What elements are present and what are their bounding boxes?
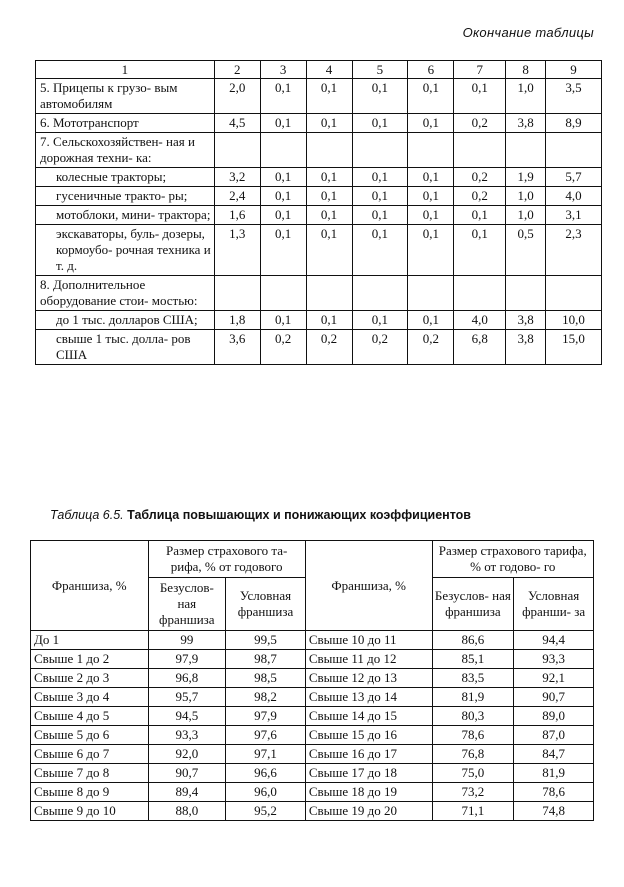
franchise-row (31, 726, 594, 745)
conditional-value: 89,0 (514, 707, 594, 726)
value-cell: 2,0 (214, 79, 260, 114)
value-cell: 0,1 (352, 168, 408, 187)
value-cell: 3,8 (506, 330, 546, 365)
row-label: свыше 1 тыс. долла- ров США (36, 330, 215, 365)
conditional-col-header: Условная франшиза (226, 578, 306, 631)
row-label: гусеничные тракто- ры; (36, 187, 215, 206)
franchise-row (31, 688, 594, 707)
value-cell (306, 276, 352, 311)
table-caption-title: Таблица повышающих и понижающих коэффициентов (127, 508, 471, 522)
value-cell: 0,1 (408, 225, 454, 276)
tariff-col-header: Размер страхового та- рифа, % от годового (148, 541, 305, 578)
unconditional-value: 83,5 (432, 669, 514, 688)
value-cell: 0,2 (352, 330, 408, 365)
value-cell: 0,1 (260, 79, 306, 114)
value-cell: 0,1 (408, 168, 454, 187)
franchise-range: До 1 (31, 631, 149, 650)
value-cell: 0,2 (454, 114, 506, 133)
value-cell: 3,1 (546, 206, 602, 225)
table-caption (50, 508, 471, 522)
value-cell: 2,4 (214, 187, 260, 206)
value-cell: 0,1 (454, 225, 506, 276)
value-cell: 0,1 (352, 225, 408, 276)
value-cell: 0,1 (260, 187, 306, 206)
value-cell: 3,8 (506, 311, 546, 330)
value-cell (352, 133, 408, 168)
franchise-range: Свыше 8 до 9 (31, 783, 149, 802)
franchise-range: Свыше 15 до 16 (305, 726, 432, 745)
conditional-value: 98,5 (226, 669, 306, 688)
value-cell: 0,2 (260, 330, 306, 365)
franchise-row (31, 802, 594, 821)
value-cell (306, 133, 352, 168)
value-cell: 0,1 (408, 311, 454, 330)
value-cell: 0,1 (306, 187, 352, 206)
conditional-value: 74,8 (514, 802, 594, 821)
conditional-value: 93,3 (514, 650, 594, 669)
value-cell: 1,0 (506, 79, 546, 114)
top-table-row (36, 225, 602, 276)
top-header-cell: 5 (352, 61, 408, 79)
unconditional-value: 85,1 (432, 650, 514, 669)
value-cell: 0,1 (454, 79, 506, 114)
conditional-value: 98,7 (226, 650, 306, 669)
top-table-row (36, 79, 602, 114)
value-cell: 0,1 (352, 206, 408, 225)
franchise-range: Свыше 10 до 11 (305, 631, 432, 650)
value-cell: 1,3 (214, 225, 260, 276)
value-cell: 0,1 (260, 114, 306, 133)
franchise-range: Свыше 18 до 19 (305, 783, 432, 802)
unconditional-value: 89,4 (148, 783, 226, 802)
value-cell: 0,1 (408, 187, 454, 206)
franchise-range: Свыше 11 до 12 (305, 650, 432, 669)
row-label: 7. Сельскохозяйствен- ная и дорожная техни- ка: (36, 133, 215, 168)
value-cell: 0,1 (306, 311, 352, 330)
franchise-col-header-right: Франшиза, % (305, 541, 432, 631)
table-caption-number: Таблица 6.5. (50, 508, 124, 522)
row-label: 8. Дополнительное оборудование стои- мостью: (36, 276, 215, 311)
value-cell: 10,0 (546, 311, 602, 330)
unconditional-col-header: Безуслов- ная франшиза (148, 578, 226, 631)
unconditional-value: 76,8 (432, 745, 514, 764)
continuation-label: Окончание таблицы (462, 25, 594, 40)
value-cell: 0,1 (352, 311, 408, 330)
value-cell: 0,1 (408, 206, 454, 225)
top-header-cell: 1 (36, 61, 215, 79)
conditional-value: 81,9 (514, 764, 594, 783)
row-label: до 1 тыс. долларов США; (36, 311, 215, 330)
conditional-value: 84,7 (514, 745, 594, 764)
franchise-range: Свыше 6 до 7 (31, 745, 149, 764)
conditional-value: 97,9 (226, 707, 306, 726)
top-table-header-row (36, 61, 602, 79)
unconditional-value: 93,3 (148, 726, 226, 745)
value-cell: 6,8 (454, 330, 506, 365)
unconditional-value: 81,9 (432, 688, 514, 707)
value-cell (214, 133, 260, 168)
row-label: экскаваторы, буль- дозеры, кормоубо- рочная техника и т. д. (36, 225, 215, 276)
franchise-range: Свыше 4 до 5 (31, 707, 149, 726)
value-cell (546, 133, 602, 168)
value-cell: 2,3 (546, 225, 602, 276)
unconditional-value: 73,2 (432, 783, 514, 802)
value-cell (454, 276, 506, 311)
top-table-row (36, 330, 602, 365)
value-cell (408, 276, 454, 311)
top-table-row (36, 114, 602, 133)
unconditional-value: 71,1 (432, 802, 514, 821)
franchise-row (31, 650, 594, 669)
value-cell: 0,2 (408, 330, 454, 365)
franchise-col-header: Франшиза, % (31, 541, 149, 631)
value-cell (352, 276, 408, 311)
top-header-cell: 8 (506, 61, 546, 79)
row-label: 5. Прицепы к грузо- вым автомобилям (36, 79, 215, 114)
value-cell (260, 276, 306, 311)
conditional-value: 94,4 (514, 631, 594, 650)
conditional-value: 90,7 (514, 688, 594, 707)
row-label: колесные тракторы; (36, 168, 215, 187)
franchise-row (31, 669, 594, 688)
unconditional-value: 96,8 (148, 669, 226, 688)
top-table-row (36, 206, 602, 225)
value-cell: 0,1 (352, 187, 408, 206)
unconditional-value: 99 (148, 631, 226, 650)
value-cell: 0,1 (352, 114, 408, 133)
value-cell (506, 133, 546, 168)
top-table-row (36, 187, 602, 206)
value-cell (260, 133, 306, 168)
conditional-value: 92,1 (514, 669, 594, 688)
unconditional-value: 94,5 (148, 707, 226, 726)
unconditional-col-header-right: Безуслов- ная франшиза (432, 578, 514, 631)
coefficients-table-top (35, 60, 602, 365)
conditional-value: 99,5 (226, 631, 306, 650)
value-cell: 0,1 (352, 79, 408, 114)
unconditional-value: 75,0 (432, 764, 514, 783)
unconditional-value: 97,9 (148, 650, 226, 669)
value-cell (546, 276, 602, 311)
value-cell: 0,1 (260, 225, 306, 276)
value-cell: 1,6 (214, 206, 260, 225)
value-cell: 4,0 (546, 187, 602, 206)
franchise-range: Свыше 17 до 18 (305, 764, 432, 783)
top-header-cell: 2 (214, 61, 260, 79)
franchise-range: Свыше 1 до 2 (31, 650, 149, 669)
value-cell: 0,1 (306, 114, 352, 133)
value-cell: 0,5 (506, 225, 546, 276)
value-cell: 0,1 (260, 311, 306, 330)
unconditional-value: 86,6 (432, 631, 514, 650)
top-table-row (36, 276, 602, 311)
value-cell: 3,8 (506, 114, 546, 133)
value-cell: 4,5 (214, 114, 260, 133)
value-cell: 0,1 (454, 206, 506, 225)
conditional-value: 96,0 (226, 783, 306, 802)
franchise-range: Свыше 3 до 4 (31, 688, 149, 707)
top-table-row (36, 133, 602, 168)
franchise-row (31, 631, 594, 650)
value-cell: 0,2 (454, 187, 506, 206)
unconditional-value: 95,7 (148, 688, 226, 707)
conditional-value: 98,2 (226, 688, 306, 707)
top-header-cell: 9 (546, 61, 602, 79)
franchise-range: Свыше 19 до 20 (305, 802, 432, 821)
conditional-value: 96,6 (226, 764, 306, 783)
franchise-range: Свыше 5 до 6 (31, 726, 149, 745)
value-cell: 1,0 (506, 206, 546, 225)
value-cell (408, 133, 454, 168)
value-cell: 0,1 (408, 79, 454, 114)
top-header-cell: 3 (260, 61, 306, 79)
franchise-row (31, 745, 594, 764)
unconditional-value: 80,3 (432, 707, 514, 726)
value-cell (506, 276, 546, 311)
conditional-col-header-right: Условная франши- за (514, 578, 594, 631)
unconditional-value: 78,6 (432, 726, 514, 745)
row-label: мотоблоки, мини- трактора; (36, 206, 215, 225)
franchise-range: Свыше 13 до 14 (305, 688, 432, 707)
top-table-row (36, 311, 602, 330)
conditional-value: 87,0 (514, 726, 594, 745)
value-cell: 4,0 (454, 311, 506, 330)
franchise-range: Свыше 12 до 13 (305, 669, 432, 688)
unconditional-value: 88,0 (148, 802, 226, 821)
franchise-header-row (31, 541, 594, 578)
conditional-value: 97,1 (226, 745, 306, 764)
unconditional-value: 90,7 (148, 764, 226, 783)
value-cell: 0,2 (454, 168, 506, 187)
value-cell: 15,0 (546, 330, 602, 365)
franchise-row (31, 783, 594, 802)
franchise-range: Свыше 16 до 17 (305, 745, 432, 764)
value-cell: 1,0 (506, 187, 546, 206)
row-label: 6. Мототранспорт (36, 114, 215, 133)
franchise-row (31, 764, 594, 783)
value-cell: 0,1 (260, 168, 306, 187)
top-table-row (36, 168, 602, 187)
conditional-value: 97,6 (226, 726, 306, 745)
top-header-cell: 6 (408, 61, 454, 79)
value-cell: 0,1 (306, 206, 352, 225)
value-cell: 0,1 (408, 114, 454, 133)
value-cell (214, 276, 260, 311)
value-cell: 1,8 (214, 311, 260, 330)
value-cell: 8,9 (546, 114, 602, 133)
value-cell: 1,9 (506, 168, 546, 187)
value-cell (454, 133, 506, 168)
value-cell: 0,2 (306, 330, 352, 365)
top-header-cell: 4 (306, 61, 352, 79)
value-cell: 3,2 (214, 168, 260, 187)
franchise-row (31, 707, 594, 726)
value-cell: 0,1 (306, 168, 352, 187)
franchise-range: Свыше 9 до 10 (31, 802, 149, 821)
conditional-value: 95,2 (226, 802, 306, 821)
conditional-value: 78,6 (514, 783, 594, 802)
top-header-cell: 7 (454, 61, 506, 79)
value-cell: 0,1 (306, 79, 352, 114)
tariff-col-header-right: Размер страхового тарифа, % от годово- го (432, 541, 593, 578)
franchise-range: Свыше 2 до 3 (31, 669, 149, 688)
franchise-range: Свыше 7 до 8 (31, 764, 149, 783)
unconditional-value: 92,0 (148, 745, 226, 764)
value-cell: 0,1 (306, 225, 352, 276)
franchise-range: Свыше 14 до 15 (305, 707, 432, 726)
value-cell: 5,7 (546, 168, 602, 187)
franchise-table (30, 540, 594, 821)
value-cell: 0,1 (260, 206, 306, 225)
value-cell: 3,6 (214, 330, 260, 365)
value-cell: 3,5 (546, 79, 602, 114)
